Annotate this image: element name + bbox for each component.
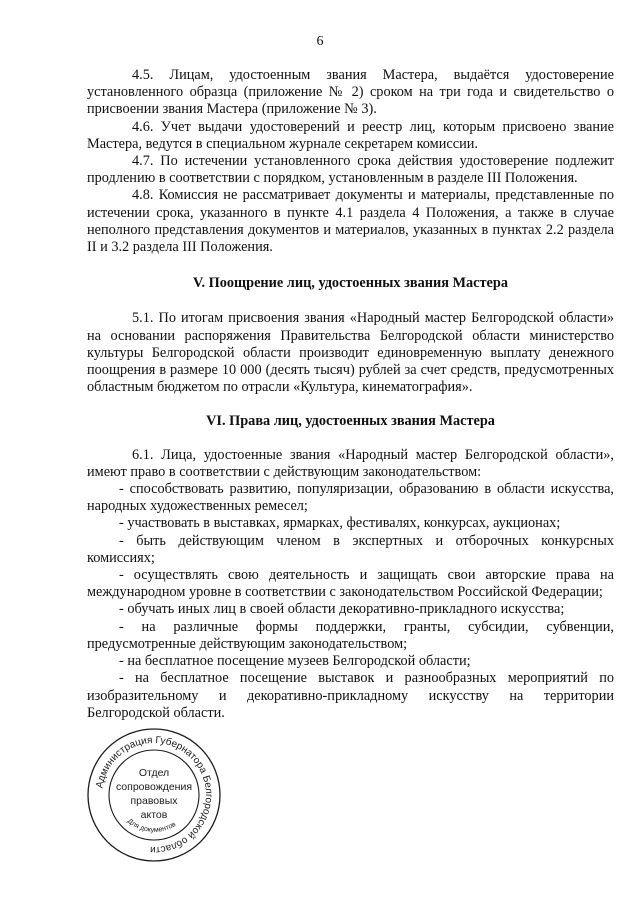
stamp-center-line: сопровождения	[115, 781, 193, 793]
document-body	[87, 67, 614, 722]
section-6-title: VI. Права лиц, удостоенных звания Мастера	[206, 413, 495, 430]
rights-list-item: - обучать иных лиц в своей области декоративно-прикладного искусства;	[119, 601, 565, 618]
stamp-center-line: актов	[140, 809, 168, 821]
paragraph-4-6: 4.6. Учет выдачи удостоверений и реестр лиц, которым присвоено звание Мастера, ведутся в специальном журнале секретарем комиссии.	[87, 118, 614, 152]
stamp-center-line: правовых	[130, 795, 178, 807]
rights-list-item: - способствовать развитию, популяризации, образованию в области искусства, народных художественных ремесел;	[87, 481, 614, 515]
paragraph-5-1: 5.1. По итогам присвоения звания «Народный мастер Белгородской области» на основании распоряжения Правительства Белгородской области министерство культуры Белгородской области производит единовременную выплату денежного поощрения в размере 10 000 (десять тысяч) рублей за счет средств, предусмотренных областным бюджетом по отрасли «Культура, кинематография».	[87, 310, 614, 396]
page-number: 6	[316, 34, 324, 49]
rights-list-item: - участвовать в выставках, ярмарках, фестивалях, конкурсах, аукционах;	[119, 515, 561, 532]
rights-list-item: - на бесплатное посещение музеев Белгородской области;	[119, 653, 471, 670]
rights-list-item: - осуществлять свою деятельность и защищать свои авторские права на международном уровне в соответствии с законодательством Российской Федерации;	[87, 567, 614, 601]
rights-list-item: - на различные формы поддержки, гранты, субсидии, субвенции, предусмотренные действующим законодательством;	[87, 618, 614, 652]
stamp-ring-text: Администрация Губернатора Белгородской области	[94, 734, 215, 856]
stamp-center-line: Отдел	[138, 767, 170, 779]
paragraph-4-8: 4.8. Комиссия не рассматривает документы и материалы, представленные по истечении срока, указанного в пункте 4.1 раздела 4 Положения, а также в случае неполного представления документов и материалов, указанных в пунктах 2.2 раздела II и 3.2 раздела III Положения.	[87, 187, 614, 256]
section-5-title: V. Поощрение лиц, удостоенных звания Мастера	[193, 275, 508, 292]
rights-list-item: - на бесплатное посещение выставок и разнообразных мероприятий по изобразительному и декоративно-прикладному искусству на территории Белгородской области.	[87, 670, 614, 721]
rights-list-item: - быть действующим членом в экспертных и отборочных конкурсных комиссиях;	[87, 532, 614, 566]
paragraph-4-7: 4.7. По истечении установленного срока действия удостоверение подлежит продлению в соответствии с порядком, установленным в разделе III Положения.	[87, 153, 614, 187]
paragraph-6-1: 6.1. Лица, удостоенные звания «Народный мастер Белгородской области», имеют право в соответствии с действующим законодательством:	[87, 446, 614, 480]
stamp-bottom-text: Для документов	[125, 817, 178, 834]
official-stamp	[86, 727, 222, 863]
paragraph-4-5: 4.5. Лицам, удостоенным звания Мастера, выдаётся удостоверение установленного образца (приложение № 2) сроком на три года и свидетельство о присвоении звания Мастера (приложение № 3).	[87, 67, 614, 118]
